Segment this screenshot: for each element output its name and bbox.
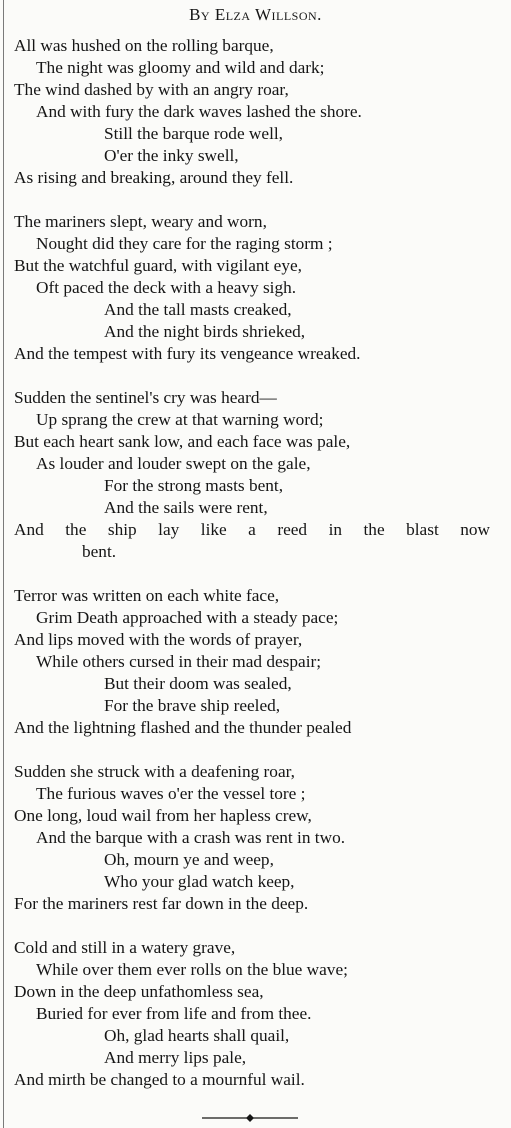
poem-line: Nought did they care for the raging storm ; — [36, 234, 333, 253]
stanza-4 — [14, 585, 506, 739]
poem-line: For the strong masts bent, — [104, 476, 284, 495]
word: And — [14, 520, 44, 539]
poem-line: One long, loud wail from her hapless crew, — [14, 806, 312, 825]
word: the — [65, 520, 87, 539]
poem-line: Down in the deep unfathomless sea, — [14, 982, 264, 1001]
poem-line: And the lightning flashed and the thunder pealed — [14, 718, 352, 737]
poem-line: Oft paced the deck with a heavy sigh. — [36, 278, 297, 297]
stanza-3 — [14, 387, 506, 563]
poem-line: Up sprang the crew at that warning word; — [36, 410, 324, 429]
poem-line: Sudden the sentinel's cry was heard— — [14, 388, 277, 407]
word: like — [200, 520, 227, 539]
rule-with-diamond-ornament-icon — [200, 1113, 300, 1123]
poem-line: The wind dashed by with an angry roar, — [14, 80, 289, 99]
poem — [14, 35, 506, 1113]
poem-line: Sudden she struck with a deafening roar, — [14, 762, 296, 781]
poem-line: And lips moved with the words of prayer, — [14, 630, 303, 649]
word: lay — [158, 520, 180, 539]
word: blast — [406, 520, 439, 539]
poem-line: And the barque with a crash was rent in two. — [36, 828, 346, 847]
poem-line: As louder and louder swept on the gale, — [36, 454, 311, 473]
poem-line: While over them ever rolls on the blue wave; — [36, 960, 348, 979]
poem-line: And the night birds shrieked, — [104, 322, 306, 341]
stanza-2 — [14, 211, 506, 365]
word: in — [328, 520, 343, 539]
poem-line: And merry lips pale, — [104, 1048, 247, 1067]
author-byline: By Elza Willson. — [189, 5, 322, 24]
poem-line: The mariners slept, weary and worn, — [14, 212, 267, 231]
poem-line: But each heart sank low, and each face was pale, — [14, 432, 351, 451]
poem-line: Grim Death approached with a steady pace; — [36, 608, 339, 627]
poem-line: And with fury the dark waves lashed the shore. — [36, 102, 362, 121]
poem-line: Buried for ever from life and from thee. — [36, 1004, 312, 1023]
poem-line: O'er the inky swell, — [104, 146, 239, 165]
poem-line: And the tall masts creaked, — [104, 300, 292, 319]
word: a — [248, 520, 256, 539]
stanza-6 — [14, 937, 506, 1091]
poem-line: And mirth be changed to a mournful wail. — [14, 1070, 305, 1089]
poem-line: For the mariners rest far down in the deep. — [14, 894, 309, 913]
word: now — [460, 520, 490, 539]
poem-line: While others cursed in their mad despair; — [36, 652, 322, 671]
poem-line: Still the barque rode well, — [104, 124, 284, 143]
poem-line: Cold and still in a watery grave, — [14, 938, 236, 957]
poem-line-continuation: bent. — [82, 542, 117, 561]
word: reed — [277, 520, 308, 539]
poem-line: And the sails were rent, — [104, 498, 268, 517]
word: the — [363, 520, 385, 539]
stanza-1 — [14, 35, 506, 189]
word: ship — [107, 520, 137, 539]
poem-line: Oh, glad hearts shall quail, — [104, 1026, 290, 1045]
poem-line: But their doom was sealed, — [104, 674, 292, 693]
poem-line: The night was gloomy and wild and dark; — [36, 58, 325, 77]
stanza-5 — [14, 761, 506, 915]
poem-line: For the brave ship reeled, — [104, 696, 281, 715]
poem-line: Who your glad watch keep, — [104, 872, 295, 891]
column-rule — [3, 0, 4, 1128]
poem-line: Terror was written on each white face, — [14, 586, 280, 605]
poem-line: All was hushed on the rolling barque, — [14, 36, 274, 55]
poem-line: Oh, mourn ye and weep, — [104, 850, 274, 869]
poem-line-justified — [14, 519, 490, 541]
poem-line: But the watchful guard, with vigilant eye, — [14, 256, 302, 275]
poem-line: The furious waves o'er the vessel tore ; — [36, 784, 306, 803]
poem-line: As rising and breaking, around they fell. — [14, 168, 294, 187]
poem-line: And the tempest with fury its vengeance wreaked. — [14, 344, 361, 363]
